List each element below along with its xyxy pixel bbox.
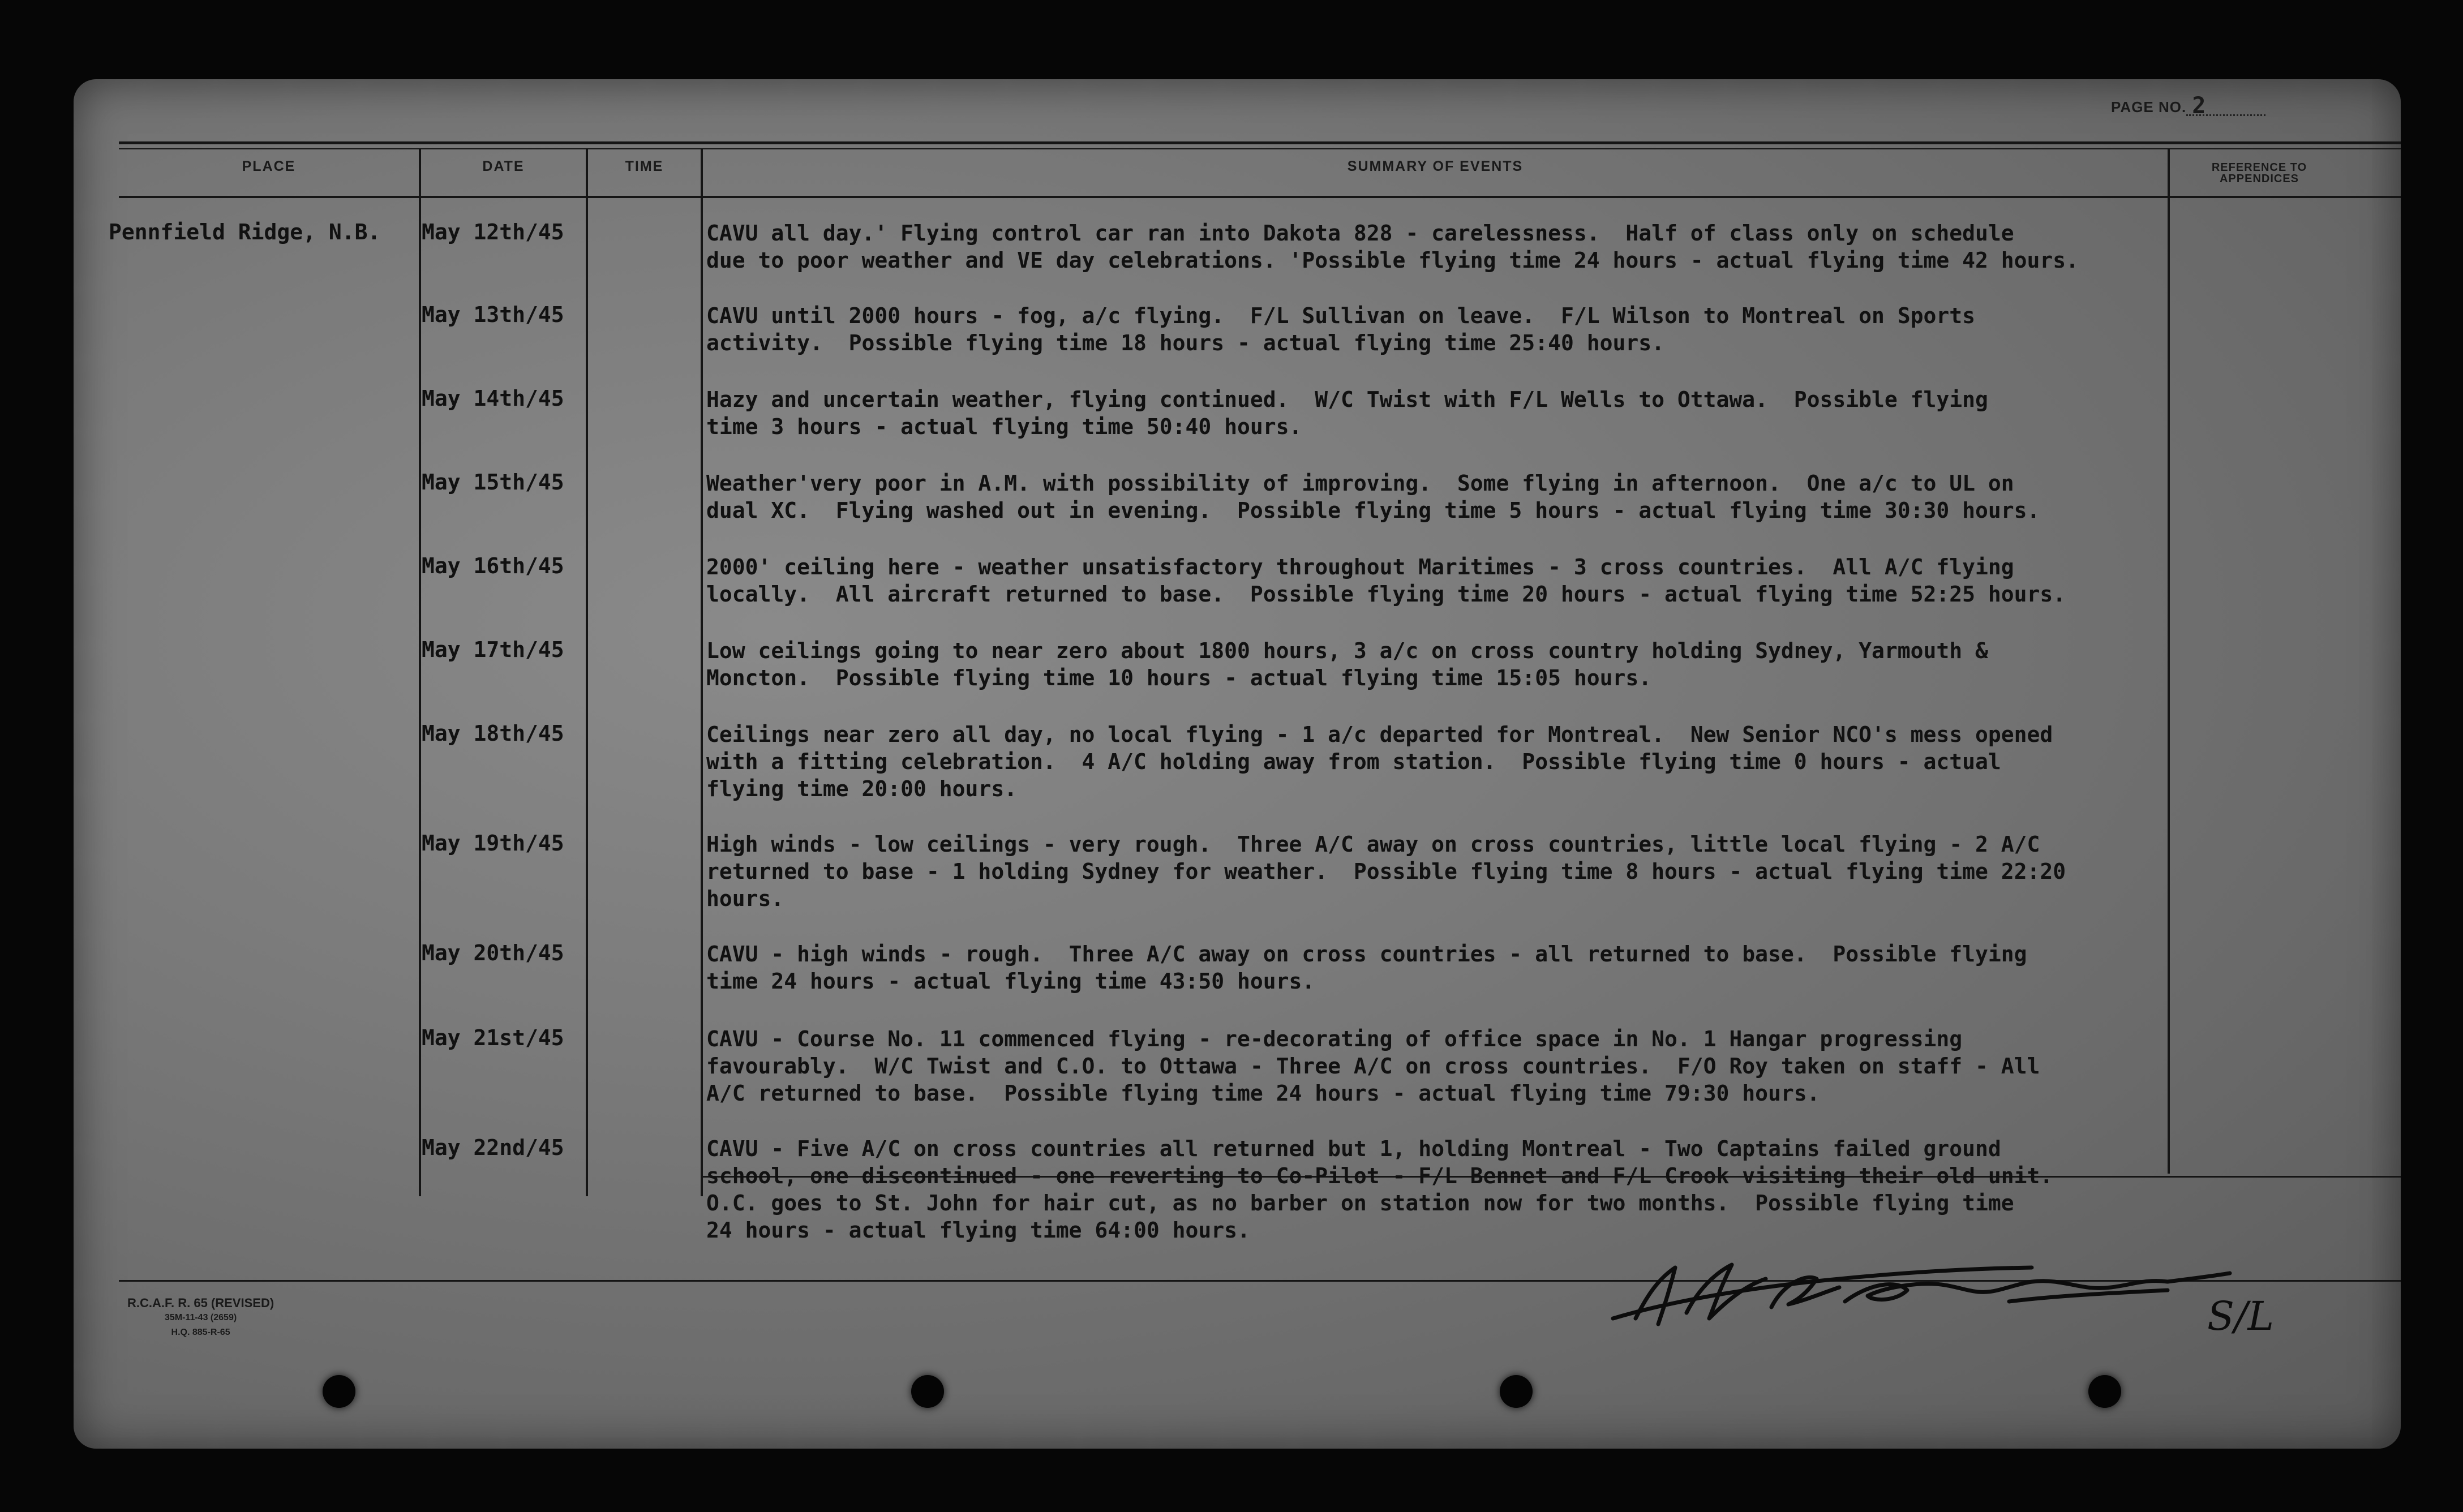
entry-date: May 20th/45 [422, 940, 564, 965]
punch-hole [1500, 1375, 1533, 1408]
entry-summary: CAVU - high winds - rough. Three A/C away on cross countries - all returned to base. Possible flying time 24 hours - actual flying time 43:50 hours. [706, 942, 2027, 994]
entry-date: May 12th/45 [422, 220, 564, 244]
operations-record-page [74, 79, 2401, 1449]
entry-summary: CAVU - Course No. 11 commenced flying - re-decorating of office space in No. 1 Hangar progressing favourably. W/C Twist and C.O. to Ottawa - Three A/C on cross countries. F/O Roy taken on staff - All A/C returned to base. Possible flying time 24 hours - actual flying time 79:30 hours. [706, 1026, 2040, 1106]
place-cell: Pennfield Ridge, N.B. [109, 220, 381, 244]
entry-date: May 19th/45 [422, 831, 564, 856]
entry-date: May 21st/45 [422, 1025, 564, 1050]
entry-summary: CAVU - Five A/C on cross countries all returned but 1, holding Montreal - Two Captains failed ground school, one discontinued - one reverting to Co-Pilot - F/L Bennet and F/L Crook visiting their old unit. O.C. goes to St. John for hair cut, as no barber on station now for two months. Possible flying time 24 hours - actual flying time 64:00 hours. [706, 1136, 2053, 1243]
entry-date: May 14th/45 [422, 386, 564, 411]
form-print-line: 35M-11-43 (2659) [164, 1313, 237, 1322]
entry-date: May 16th/45 [422, 553, 564, 578]
entry-summary: Hazy and uncertain weather, flying continued. W/C Twist with F/L Wells to Ottawa. Possible flying time 3 hours - actual flying time 50:40 hours. [706, 387, 1988, 439]
header-reference-line2: APPENDICES [2219, 173, 2299, 185]
handwritten-signature [1602, 1234, 2292, 1347]
form-name: R.C.A.F. R. 65 (REVISED) [127, 1296, 274, 1310]
entry-date: May 17th/45 [422, 637, 564, 662]
punch-hole [323, 1375, 355, 1408]
entry-summary: CAVU until 2000 hours - fog, a/c flying. F/L Sullivan on leave. F/L Wilson to Montreal on Sports activity. Possible flying time 18 hours - actual flying time 25:40 hours. [706, 303, 1976, 355]
header-reference-line1: REFERENCE TO [2211, 161, 2307, 174]
entry-summary: High winds - low ceilings - very rough. Three A/C away on cross countries, little local flying - 2 A/C returned to base - 1 holding Sydney for weather. Possible flying time 8 hours - actual flying time 22:20 hours. [706, 832, 2066, 911]
entry-date: May 15th/45 [422, 470, 564, 495]
entry-date: May 18th/45 [422, 721, 564, 746]
header-top-rule [119, 141, 2401, 144]
header-time: TIME [625, 158, 664, 174]
entry-summary: CAVU all day.' Flying control car ran into Dakota 828 - carelessness. Half of class only on schedule due to poor weather and VE day celebrations. 'Possible flying time 24 hours - actual flying time 42 hours. [706, 221, 2079, 273]
form-identifier [127, 1296, 274, 1340]
header-bottom-rule [119, 196, 2401, 198]
entry-summary: 2000' ceiling here - weather unsatisfactory throughout Maritimes - 3 cross countries. All A/C flying locally. All aircraft returned to base. Possible flying time 20 hours - actual flying time 52:25 hours. [706, 555, 2066, 607]
entry-summary: Weather'very poor in A.M. with possibility of improving. Some flying in afternoon. One a/c to UL on dual XC. Flying washed out in evening. Possible flying time 5 hours - actual flying time 30:30 hours. [706, 471, 2040, 523]
column-rule-summary-reference [2168, 149, 2170, 1174]
column-rule-place-date [419, 149, 421, 1196]
entry-date: May 22nd/45 [422, 1135, 564, 1160]
header-top-rule-thin [119, 148, 2401, 149]
column-rule-date-time [586, 149, 588, 1196]
page-number-label: PAGE NO. [2111, 98, 2187, 115]
header-place: PLACE [242, 158, 296, 174]
signature-rank: S/L [2207, 1293, 2275, 1339]
header-reference [2174, 162, 2344, 184]
entry-summary: Ceilings near zero all day, no local flying - 1 a/c departed for Montreal. New Senior NCO's mess opened with a fitting celebration. 4 A/C holding away from station. Possible flying time 0 hours - actual flying time 20:00 hours. [706, 722, 2053, 801]
punch-hole [2088, 1375, 2121, 1408]
form-hq-line: H.Q. 885-R-65 [171, 1328, 230, 1337]
header-date: DATE [482, 158, 525, 174]
punch-hole [911, 1375, 944, 1408]
page-number-field [2111, 93, 2265, 119]
entry-date: May 13th/45 [422, 302, 564, 327]
header-summary: SUMMARY OF EVENTS [1347, 158, 1524, 174]
column-rule-time-summary [701, 149, 703, 1196]
entry-summary: Low ceilings going to near zero about 1800 hours, 3 a/c on cross country holding Sydney, Yarmouth & Moncton. Possible flying time 10 hours - actual flying time 15:05 hours. [706, 638, 1988, 690]
page-number-value: 2 [2186, 97, 2265, 116]
